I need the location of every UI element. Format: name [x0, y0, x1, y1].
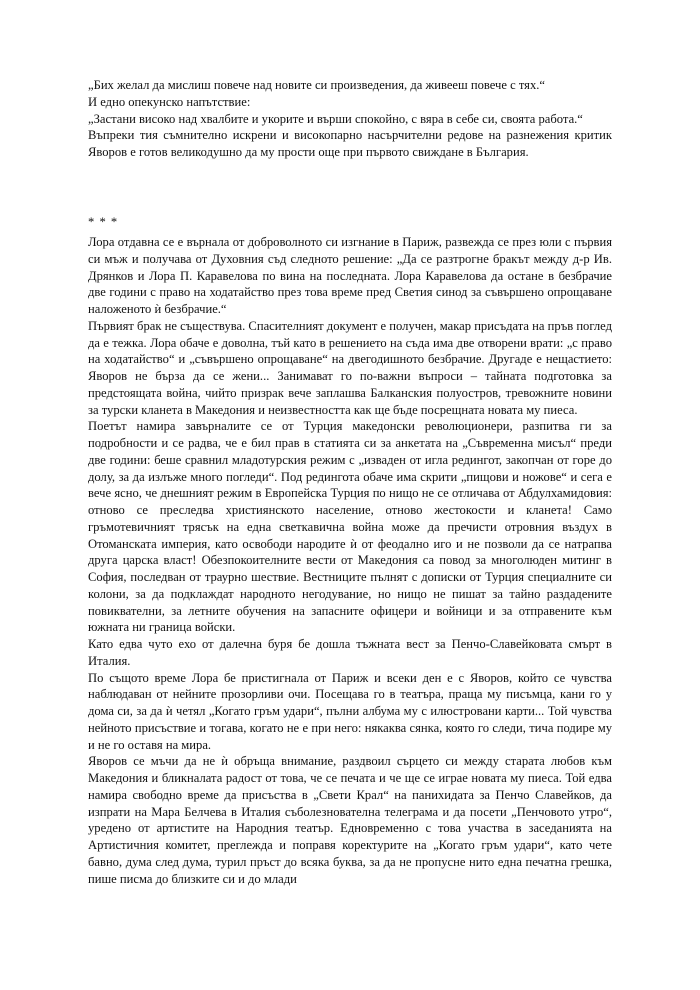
paragraph: Първият брак не съществува. Спасителният документ е получен, макар присъдата на пръв поглед да е тежка. Лора обаче е доволна, тъй като в решението на съда има две отворени врати: „с право на ходатайство“ и „съвършено опрощаване“ на двегодишното безбрачие. Другаде е нещастието: Яворов не бърза да се жени... Занимават го по-важни въпроси – тайната подготовка за предстоящата война, чийто призрак вече заплашва Балканския полуостров, тревожните новини за турски кланета в Македония и неизвестността как ще бъде посрещната новата му пиеса. [88, 318, 612, 417]
paragraph: По същото време Лора бе пристигнала от Париж и всеки ден е с Яворов, който се чувства наблюдаван от нейните прозорливи очи. Посещава го в театъра, праща му писъмца, кани го у дома си, за да ѝ четял „Когато гръм удари“, пълни албума му с илюстровани карти... Той чувства нейното присъствие и тогава, когато не е при него: някаква сянка, която го следи, тича подире му и не го оставя на мира. [88, 670, 612, 752]
paragraph: Като едва чуто ехо от далечна буря бе дошла тъжната вест за Пенчо-Славейковата смърт в Италия. [88, 637, 612, 668]
paragraph: Въпреки тия съмнително искрени и високопарно насърчителни редове на разнежения критик Яворов е готов великодушно да му прости още при първото свиждане в България. [88, 128, 612, 159]
paragraph: Лора отдавна се е върнала от доброволното си изгнание в Париж, развежда се през юли с първия си мъж и получава от Духовния съд следното решение: „Да се разтрогне бракът между д-р Ив. Дрянков и Лора П. Каравелова по вина на последната. Лора Каравелова да остане в безбрачие две години с право на ходатайство през това време пред Светия синод за съвършено опрощаване наложеното ѝ безбрачие.“ [88, 235, 612, 316]
text-block-intro [88, 77, 612, 161]
paragraph: И едно опекунско напътствие: [88, 94, 251, 109]
paragraph: Яворов се мъчи да не ѝ обръща внимание, раздвоил сърцето си между старата любов към Македония и бликналата радост от това, че се печата и че ще се играе новата му пиеса. Той едва намира свободно време да присъства в „Свети Крал“ на панихидата за Пенчо Славейков, да изпрати на Мара Белчева в Италия съболезнователна телеграма и да посети „Пенчовото утро“, уредено от артистите на Народния театър. Едновременно с това участва в заседанията на Артистичния комитет, преглежда и поправя коректурите на „Когато гръм удари“, като чете бавно, дума след дума, турил пръст до всяка буква, за да не пропусне нито една печатна грешка, пише писма до близките си и до млади [88, 754, 612, 886]
section-separator: * * * [88, 215, 119, 229]
paragraph: „Бих желал да мислиш повече над новите си произведения, да живееш повече с тях.“ [88, 78, 546, 92]
text-block-main [88, 234, 612, 887]
paragraph: Поетът намира завърналите се от Турция македонски революционери, разпитва ги за подробности и се радва, че е бил прав в статията си за анкетата на „Съвременна мисъл“ преди две години: беше сравнил младотурския режим с „изваден от игла редингот, закопчан от горе до долу, за да излъже много погледи“. Под редингота обаче има скрити „пищови и ножове“ и сега е вече ясно, че днешният режим в Европейска Турция по нищо не се отличава от Абдулхамидовия: отново се преследва християнското население, отново жестокости и кланета! Само гръмотевичният трясък на една светкавична война може да пречисти отровния въздух в Отоманската империя, като освободи народите ѝ от феодално иго и не позволи да се натрапва друга царска власт! Обезпокоителните вести от Македония са повод за многолюден митинг в София, последван от траурно шествие. Вестниците пълнят с дописки от Турция специалните си колони, за да подклаждат народното негодувание, но нищо не пишат за тайно раздадените повиквателни, за летните обучения на запасните офицери и войници и за отправените към южната ни граница войски. [88, 419, 612, 635]
paragraph: „Застани високо над хвалбите и укорите и върши спокойно, с вяра в себе си, своята работа.“ [88, 111, 583, 126]
